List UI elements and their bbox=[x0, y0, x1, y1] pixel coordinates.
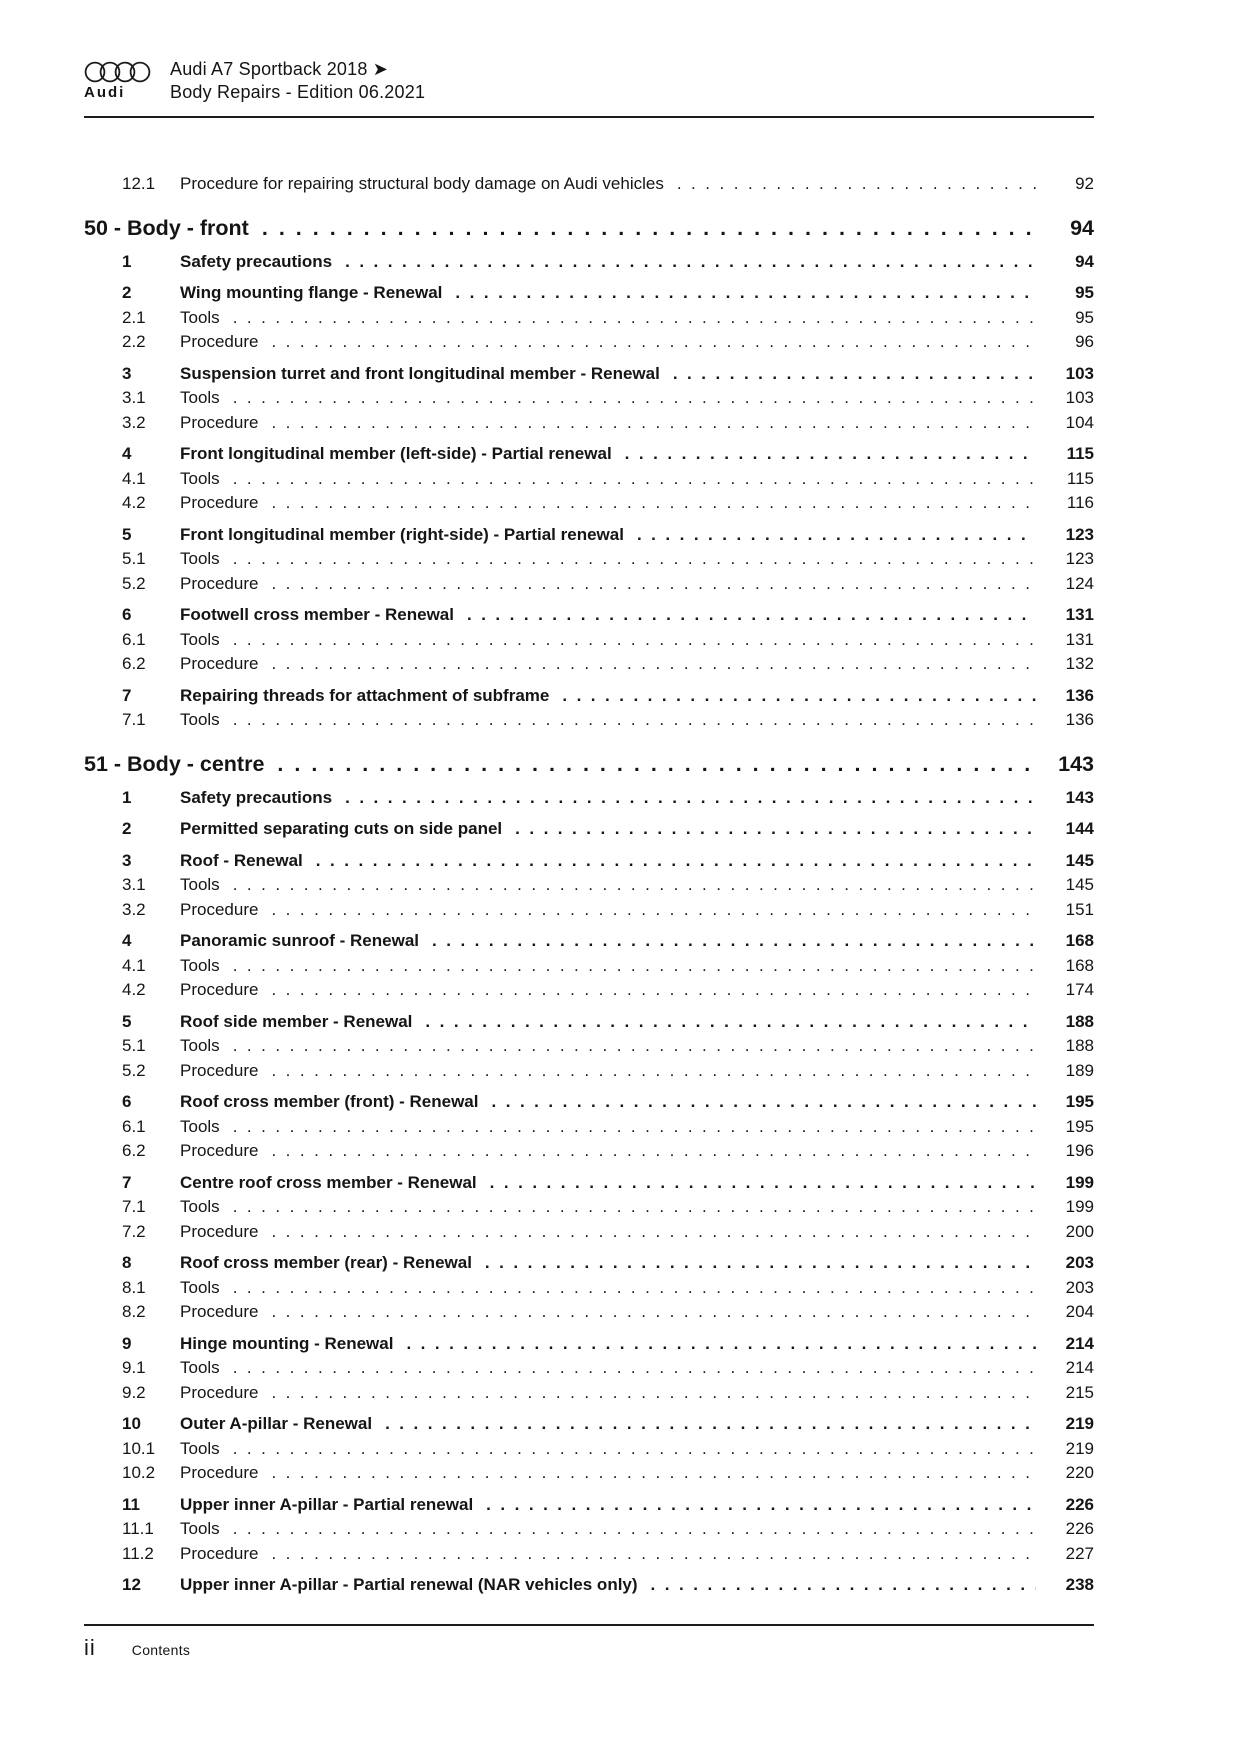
toc-entry-title: Procedure bbox=[180, 1141, 259, 1160]
toc-entry-page-number: 136 bbox=[1065, 710, 1094, 729]
toc-entry-title: Tools bbox=[180, 1116, 220, 1136]
toc-entry-number: 4.2 bbox=[122, 493, 146, 512]
toc-entry-title: Tools bbox=[180, 1197, 220, 1216]
dot-leader bbox=[233, 547, 1036, 572]
toc-entry bbox=[84, 786, 1094, 811]
toc-entry bbox=[84, 572, 1094, 597]
toc-entry-page-number: 96 bbox=[1075, 332, 1094, 351]
toc-entry-page-number: 95 bbox=[1075, 307, 1094, 327]
toc-entry bbox=[84, 1115, 1094, 1140]
dot-leader bbox=[562, 684, 1036, 709]
dot-leader bbox=[233, 1115, 1036, 1140]
toc-entry-page-number: 219 bbox=[1065, 1414, 1094, 1433]
dot-leader bbox=[271, 978, 1036, 1003]
toc-entry-page-number: 219 bbox=[1065, 1438, 1094, 1458]
toc-entry-number: 8.1 bbox=[122, 1277, 146, 1297]
toc-entry-number: 6 bbox=[122, 1092, 132, 1111]
toc-entry-number: 2.1 bbox=[122, 307, 146, 327]
toc-entry-number: 2 bbox=[122, 283, 132, 302]
header-doc-line: Body Repairs - Edition 06.2021 bbox=[170, 82, 426, 102]
toc-entry-page-number: 94 bbox=[1075, 251, 1094, 271]
toc-entry-page-number: 136 bbox=[1065, 685, 1094, 705]
dot-leader bbox=[316, 849, 1036, 874]
toc-entry-title: Roof - Renewal bbox=[180, 850, 303, 870]
dot-leader bbox=[233, 1034, 1036, 1059]
toc-entry-number: 6.1 bbox=[122, 1116, 146, 1136]
toc-entry-number: 5.2 bbox=[122, 573, 146, 593]
toc-entry-title: Procedure bbox=[180, 493, 259, 512]
dot-leader bbox=[271, 898, 1036, 923]
toc-entry bbox=[84, 978, 1094, 1003]
dot-leader bbox=[271, 411, 1036, 436]
toc-entry-number: 10 bbox=[122, 1414, 141, 1433]
toc-entry-number: 5 bbox=[122, 1011, 132, 1031]
toc-entry-title: Roof cross member (front) - Renewal bbox=[180, 1092, 479, 1111]
dot-leader bbox=[425, 1010, 1036, 1035]
toc-entry-page-number: 200 bbox=[1065, 1221, 1094, 1241]
dot-leader bbox=[271, 1461, 1036, 1486]
toc-entry-title: Procedure bbox=[180, 573, 259, 593]
toc-entry bbox=[84, 1542, 1094, 1567]
toc-entry-number: 7 bbox=[122, 1172, 132, 1192]
toc-entry bbox=[84, 708, 1094, 733]
toc-entry-title: Footwell cross member - Renewal bbox=[180, 605, 454, 624]
dot-leader bbox=[490, 1171, 1036, 1196]
toc-entry bbox=[84, 442, 1094, 467]
toc-entry-title: Procedure bbox=[180, 654, 259, 673]
toc-entry-page-number: 188 bbox=[1065, 1036, 1094, 1055]
dot-leader bbox=[637, 523, 1036, 548]
toc-entry-number: 8 bbox=[122, 1253, 132, 1272]
dot-leader bbox=[406, 1332, 1036, 1357]
toc-entry-number: 1 bbox=[122, 251, 132, 271]
toc-entry-number: 3.2 bbox=[122, 412, 146, 432]
toc-entry-number: 12 bbox=[122, 1575, 141, 1594]
toc-entry-page-number: 145 bbox=[1065, 850, 1094, 870]
toc-entry-number: 11.2 bbox=[122, 1543, 154, 1563]
toc-entry-page-number: 132 bbox=[1065, 654, 1094, 673]
toc-entry-title: Tools bbox=[180, 875, 220, 894]
toc-entry bbox=[84, 1276, 1094, 1301]
toc-entry-number: 2 bbox=[122, 819, 132, 838]
toc-entry-title: Procedure bbox=[180, 1543, 259, 1563]
dot-leader bbox=[233, 954, 1036, 979]
toc-entry-number: 6.1 bbox=[122, 629, 146, 649]
toc-entry-title: Procedure bbox=[180, 1382, 259, 1402]
toc-entry-number: 7.2 bbox=[122, 1221, 146, 1241]
toc-entry-title: Permitted separating cuts on side panel bbox=[180, 819, 503, 838]
dot-leader bbox=[271, 1381, 1036, 1406]
toc-entry-title: Roof cross member (rear) - Renewal bbox=[180, 1253, 472, 1272]
toc-entry bbox=[84, 1381, 1094, 1406]
footer-section-label: Contents bbox=[131, 1641, 191, 1658]
toc-entry-number: 5.1 bbox=[122, 549, 146, 568]
toc-entry-page-number: 168 bbox=[1065, 955, 1094, 975]
dot-leader bbox=[485, 1251, 1036, 1276]
toc-entry bbox=[84, 929, 1094, 954]
toc-entry-number: 6.2 bbox=[122, 654, 146, 673]
toc-entry bbox=[84, 1461, 1094, 1486]
dot-leader bbox=[233, 1437, 1036, 1462]
dot-leader bbox=[515, 817, 1036, 842]
dot-leader bbox=[271, 1059, 1036, 1084]
toc-entry-number: 3.1 bbox=[122, 388, 146, 407]
toc-entry-page-number: 199 bbox=[1065, 1172, 1094, 1192]
toc-entry-title: Procedure bbox=[180, 412, 259, 432]
toc-entry-title: Procedure bbox=[180, 1302, 259, 1321]
toc-entry-title: Procedure for repairing structural body damage on Audi vehicles bbox=[180, 174, 664, 193]
toc-entry-number: 10.1 bbox=[122, 1438, 156, 1458]
toc-entry-page-number: 123 bbox=[1065, 549, 1094, 568]
toc-entry bbox=[84, 849, 1094, 874]
dot-leader bbox=[677, 172, 1036, 197]
page-footer bbox=[84, 1624, 1094, 1661]
toc-chapter-heading bbox=[84, 749, 1094, 779]
toc-entry-number: 11.1 bbox=[122, 1519, 154, 1538]
toc-entry bbox=[84, 250, 1094, 275]
dot-leader bbox=[233, 628, 1036, 653]
toc-entry bbox=[84, 817, 1094, 842]
dot-leader bbox=[233, 306, 1036, 331]
header-model-line: Audi A7 Sportback 2018 ➤ bbox=[170, 59, 389, 79]
toc-entry-number: 3 bbox=[122, 850, 132, 870]
page-number: ii bbox=[84, 1634, 96, 1660]
dot-leader bbox=[345, 786, 1036, 811]
toc-entry-number: 9 bbox=[122, 1333, 132, 1353]
toc-entry bbox=[84, 411, 1094, 436]
toc-entry-number: 9.1 bbox=[122, 1358, 146, 1377]
toc-entry-number: 7 bbox=[122, 685, 132, 705]
toc-entry-number: 11 bbox=[122, 1494, 140, 1514]
toc-entry-number: 6 bbox=[122, 605, 132, 624]
toc-entry-page-number: 131 bbox=[1065, 605, 1094, 624]
toc-entry-number: 10.2 bbox=[122, 1463, 156, 1482]
toc-entry-title: Tools bbox=[180, 955, 220, 975]
toc-entry bbox=[84, 954, 1094, 979]
toc-entry bbox=[84, 1300, 1094, 1325]
dot-leader bbox=[271, 1542, 1036, 1567]
toc-entry bbox=[84, 603, 1094, 628]
toc-entry-number: 5.2 bbox=[122, 1060, 146, 1080]
toc-entry bbox=[84, 467, 1094, 492]
toc-entry-number: 4 bbox=[122, 931, 132, 950]
dot-leader bbox=[233, 1517, 1036, 1542]
toc-chapter-page-number: 143 bbox=[1058, 751, 1094, 776]
toc-entry-number: 4 bbox=[122, 444, 132, 463]
page-header bbox=[84, 0, 1094, 118]
toc-entry-title: Procedure bbox=[180, 332, 259, 351]
toc-entry bbox=[84, 1195, 1094, 1220]
dot-leader bbox=[233, 467, 1036, 492]
toc-entry-page-number: 220 bbox=[1065, 1463, 1094, 1482]
dot-leader bbox=[233, 708, 1036, 733]
toc-entry-title: Procedure bbox=[180, 899, 259, 919]
toc-chapter-title: 50 - Body - front bbox=[84, 215, 249, 240]
dot-leader bbox=[432, 929, 1036, 954]
toc-entry-title: Roof side member - Renewal bbox=[180, 1011, 413, 1031]
toc-entry-number: 9.2 bbox=[122, 1382, 146, 1402]
dot-leader bbox=[271, 1220, 1036, 1245]
toc-entry-page-number: 145 bbox=[1065, 875, 1094, 894]
toc-entry bbox=[84, 1010, 1094, 1035]
toc-entry-number: 1 bbox=[122, 787, 132, 807]
toc-entry-page-number: 174 bbox=[1065, 980, 1094, 999]
dot-leader bbox=[233, 1195, 1036, 1220]
toc-entry bbox=[84, 1090, 1094, 1115]
toc-entry-number: 5 bbox=[122, 524, 132, 544]
dot-leader bbox=[455, 281, 1036, 306]
toc-entry bbox=[84, 1332, 1094, 1357]
toc-entry-number: 4.2 bbox=[122, 980, 146, 999]
toc-list bbox=[84, 172, 1094, 1598]
toc-entry-page-number: 103 bbox=[1065, 363, 1094, 383]
toc-entry-number: 2.2 bbox=[122, 332, 146, 351]
toc-entry-title: Panoramic sunroof - Renewal bbox=[180, 931, 419, 950]
dot-leader bbox=[271, 491, 1036, 516]
toc-entry-number: 7.1 bbox=[122, 710, 146, 729]
toc-entry bbox=[84, 1251, 1094, 1276]
toc-entry-title: Procedure bbox=[180, 1463, 259, 1482]
dot-leader bbox=[271, 652, 1036, 677]
toc-entry-number: 7.1 bbox=[122, 1197, 146, 1216]
toc-entry-page-number: 195 bbox=[1065, 1092, 1094, 1111]
dot-leader bbox=[385, 1412, 1036, 1437]
toc-entry-number: 3.2 bbox=[122, 899, 146, 919]
toc-entry bbox=[84, 898, 1094, 923]
toc-entry bbox=[84, 1220, 1094, 1245]
audi-logo bbox=[84, 58, 154, 101]
toc-entry-page-number: 131 bbox=[1065, 629, 1094, 649]
toc-entry-title: Outer A-pillar - Renewal bbox=[180, 1414, 373, 1433]
toc-entry bbox=[84, 1356, 1094, 1381]
dot-leader bbox=[233, 386, 1036, 411]
toc-entry-title: Wing mounting flange - Renewal bbox=[180, 283, 443, 302]
toc-entry bbox=[84, 547, 1094, 572]
toc-entry-number: 4.1 bbox=[122, 955, 146, 975]
toc-entry bbox=[84, 362, 1094, 387]
toc-entry bbox=[84, 491, 1094, 516]
toc-entry-page-number: 199 bbox=[1065, 1197, 1094, 1216]
toc-chapter-page-number: 94 bbox=[1070, 215, 1094, 240]
toc-entry-title: Front longitudinal member (right-side) - Partial renewal bbox=[180, 524, 624, 544]
toc-entry-page-number: 144 bbox=[1065, 819, 1094, 838]
toc-entry bbox=[84, 684, 1094, 709]
dot-leader bbox=[233, 1356, 1036, 1381]
toc-chapter-heading bbox=[84, 213, 1094, 243]
toc-entry-number: 12.1 bbox=[122, 174, 156, 193]
toc-entry-title: Procedure bbox=[180, 1221, 259, 1241]
toc-entry-page-number: 215 bbox=[1065, 1382, 1094, 1402]
toc-entry-title: Repairing threads for attachment of subframe bbox=[180, 685, 550, 705]
toc-entry bbox=[84, 281, 1094, 306]
toc-entry-title: Front longitudinal member (left-side) - Partial renewal bbox=[180, 444, 612, 463]
toc-entry-page-number: 103 bbox=[1065, 388, 1094, 407]
toc-entry-page-number: 189 bbox=[1065, 1060, 1094, 1080]
toc-entry bbox=[84, 628, 1094, 653]
toc-entry bbox=[84, 1493, 1094, 1518]
dot-leader bbox=[651, 1573, 1036, 1598]
toc-entry-page-number: 95 bbox=[1075, 283, 1094, 302]
audi-rings-icon bbox=[84, 61, 151, 83]
toc-entry-title: Upper inner A-pillar - Partial renewal (NAR vehicles only) bbox=[180, 1575, 638, 1594]
toc-entry-number: 4.1 bbox=[122, 468, 146, 488]
toc-entry-page-number: 115 bbox=[1066, 468, 1094, 488]
dot-leader bbox=[271, 572, 1036, 597]
toc-entry-title: Procedure bbox=[180, 1060, 259, 1080]
toc-entry-page-number: 143 bbox=[1065, 787, 1094, 807]
toc-entry-title: Tools bbox=[180, 1036, 220, 1055]
toc-entry-title: Hinge mounting - Renewal bbox=[180, 1333, 394, 1353]
audi-wordmark: Audi bbox=[84, 84, 126, 101]
toc-entry-title: Tools bbox=[180, 710, 220, 729]
toc-entry-title: Safety precautions bbox=[180, 251, 333, 271]
toc-entry bbox=[84, 1573, 1094, 1598]
toc-entry bbox=[84, 306, 1094, 331]
toc-entry-title: Procedure bbox=[180, 980, 259, 999]
toc-entry-page-number: 238 bbox=[1065, 1575, 1094, 1594]
toc-entry-title: Tools bbox=[180, 1358, 220, 1377]
toc-entry-title: Tools bbox=[180, 307, 220, 327]
toc-entry-title: Tools bbox=[180, 1438, 220, 1458]
toc-entry-title: Tools bbox=[180, 388, 220, 407]
toc-entry-number: 3.1 bbox=[122, 875, 146, 894]
dot-leader bbox=[492, 1090, 1037, 1115]
header-text bbox=[170, 58, 425, 104]
dot-leader bbox=[277, 749, 1036, 779]
toc-entry-page-number: 203 bbox=[1065, 1253, 1094, 1272]
toc-entry-title: Tools bbox=[180, 549, 220, 568]
toc-entry-number: 8.2 bbox=[122, 1302, 146, 1321]
toc-entry-title: Tools bbox=[180, 1519, 220, 1538]
toc-entry bbox=[84, 1412, 1094, 1437]
toc-entry bbox=[84, 1034, 1094, 1059]
toc-entry-number: 6.2 bbox=[122, 1141, 146, 1160]
toc-entry bbox=[84, 1171, 1094, 1196]
toc-entry-title: Suspension turret and front longitudinal member - Renewal bbox=[180, 363, 660, 383]
toc-entry-page-number: 195 bbox=[1065, 1116, 1094, 1136]
toc-entry-page-number: 123 bbox=[1065, 524, 1094, 544]
toc-entry-title: Tools bbox=[180, 1277, 220, 1297]
toc-entry-page-number: 104 bbox=[1065, 412, 1094, 432]
toc-entry-page-number: 196 bbox=[1065, 1141, 1094, 1160]
toc-entry-page-number: 151 bbox=[1065, 899, 1094, 919]
toc-entry bbox=[84, 172, 1094, 197]
toc-entry-title: Centre roof cross member - Renewal bbox=[180, 1172, 477, 1192]
toc-entry-number: 5.1 bbox=[122, 1036, 146, 1055]
dot-leader bbox=[271, 1139, 1036, 1164]
toc-entry-page-number: 226 bbox=[1065, 1494, 1094, 1514]
toc-entry-title: Tools bbox=[180, 468, 220, 488]
toc-entry-page-number: 116 bbox=[1066, 493, 1094, 512]
toc-entry bbox=[84, 1517, 1094, 1542]
toc-entry-number: 3 bbox=[122, 363, 132, 383]
dot-leader bbox=[271, 1300, 1036, 1325]
toc-entry bbox=[84, 1437, 1094, 1462]
toc-entry bbox=[84, 1059, 1094, 1084]
dot-leader bbox=[262, 213, 1036, 243]
dot-leader bbox=[467, 603, 1036, 628]
toc-entry-page-number: 204 bbox=[1065, 1302, 1094, 1321]
toc-entry-page-number: 115 bbox=[1066, 444, 1094, 463]
toc-entry-page-number: 227 bbox=[1065, 1543, 1094, 1563]
dot-leader bbox=[673, 362, 1036, 387]
dot-leader bbox=[625, 442, 1036, 467]
toc-entry-page-number: 92 bbox=[1075, 174, 1094, 193]
toc-entry-page-number: 124 bbox=[1065, 573, 1094, 593]
toc-entry bbox=[84, 652, 1094, 677]
toc-entry bbox=[84, 330, 1094, 355]
dot-leader bbox=[233, 873, 1036, 898]
toc-entry-page-number: 168 bbox=[1065, 931, 1094, 950]
toc-entry bbox=[84, 1139, 1094, 1164]
toc-entry-page-number: 214 bbox=[1065, 1333, 1094, 1353]
toc-entry-title: Tools bbox=[180, 629, 220, 649]
toc-entry-page-number: 214 bbox=[1065, 1358, 1094, 1377]
toc-entry bbox=[84, 523, 1094, 548]
toc-chapter-title: 51 - Body - centre bbox=[84, 751, 265, 776]
toc-entry-page-number: 203 bbox=[1065, 1277, 1094, 1297]
dot-leader bbox=[271, 330, 1036, 355]
toc-entry-page-number: 226 bbox=[1065, 1519, 1094, 1538]
toc-entry bbox=[84, 386, 1094, 411]
toc-entry-title: Safety precautions bbox=[180, 787, 333, 807]
dot-leader bbox=[233, 1276, 1036, 1301]
dot-leader bbox=[345, 250, 1036, 275]
toc-entry-title: Upper inner A-pillar - Partial renewal bbox=[180, 1494, 474, 1514]
toc-entry-page-number: 188 bbox=[1065, 1011, 1094, 1031]
toc-entry bbox=[84, 873, 1094, 898]
dot-leader bbox=[486, 1493, 1036, 1518]
